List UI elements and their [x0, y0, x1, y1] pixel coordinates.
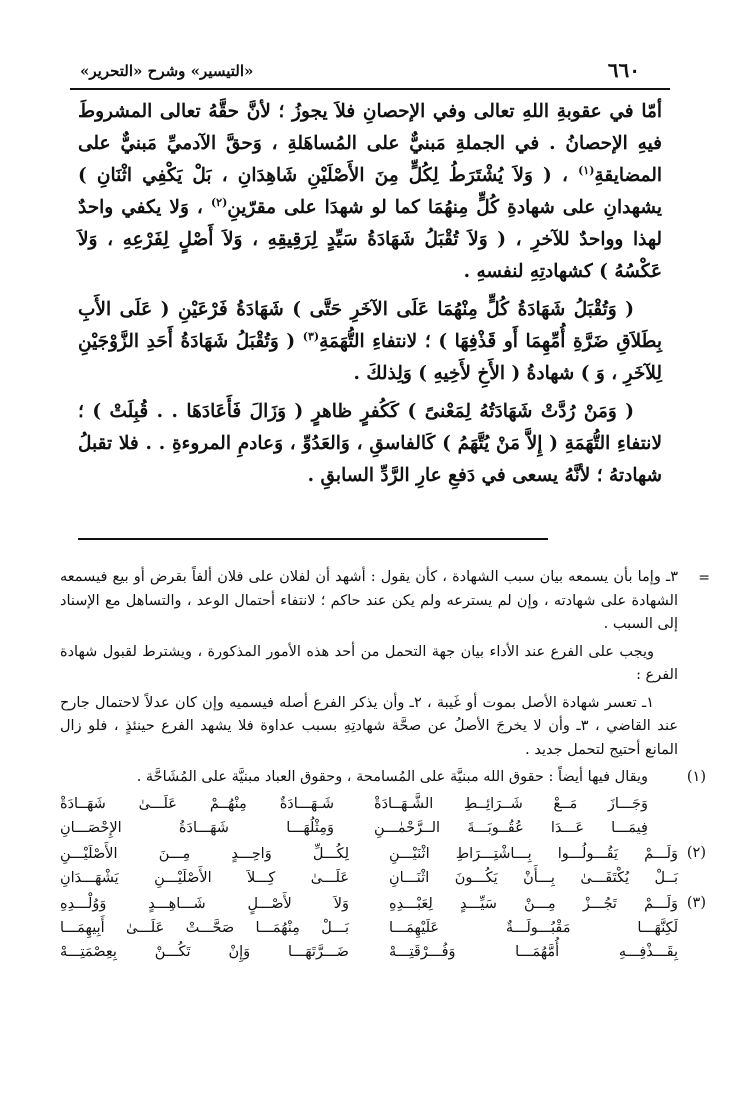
verse-hemistich: لِكُـــلِّ وَاحِـــدٍ مِـــنَ الأَصْلَيْـــنِ [60, 845, 349, 862]
verse-hemistich: لَكِنَّهَـــا مَقْبُـــولَـــةٌ عَلَيْهِمَـــا [389, 919, 678, 936]
text-run: ، ( وَلاَ يُشْتَرَطُ لِكُلٍّ مِنَ الأَصْلَيْنِ شَاهِدَانِ ، بَلْ يَكْفِي اثْنَانِ ) يشهدانِ على شهادةِ كُلٍّ مِنهُمَا كما لو شهدَا على مقرّينِ [78, 165, 662, 218]
main-paragraph-3: ( وَمَنْ رُدَّتْ شَهَادَتُهُ لِمَعْنىً ) كَكُفرٍ ظاهرٍ ( وَزَالَ فَأَعَادَهَا . . قُبِلَتْ ) ؛ لانتفاءِ التُّهَمَةِ ( إِلاَّ مَنْ يُتَّهَمُ ) كَالفاسقِ ، وَالعَدُوِّ ، وَعادمِ المروءةِ . . فلا تقبلُ شهادتهُ ؛ لأنَّهُ يسعى في دَفعِ عارِ الرَّدِّ السابقِ . [78, 401, 662, 486]
main-paragraph-1 [78, 96, 662, 288]
verse-hemistich: بَــلْ يُكْتَفَـــىٰ بِـــأَنْ يَكُـــونَ اثْنَـــانِ [389, 869, 678, 886]
footnote-1 [60, 766, 706, 840]
page-number: ٦٦٠ [607, 58, 640, 82]
verse-hemistich: وَلاَ لأَصْـــلٍ شَـــاهِـــدٍ وَوُلْـــدِهِ [60, 895, 349, 912]
footnote-3 [60, 892, 706, 964]
verse-hemistich: بِقَـــذْفِـــهِ أُمَّهُمَـــا وَفُـــرْقَتِـــهْ [389, 943, 678, 960]
footnote-ref-2[interactable]: (٢) [210, 195, 228, 209]
running-title: «التيسير» وشرح «التحرير» [80, 62, 254, 80]
poem-verses [60, 892, 678, 964]
page-header [70, 56, 670, 86]
verse-hemistich: عَلَـــىٰ كِـــلاَ الأَصْلَيْـــنِ يَشْهَـــدَانِ [60, 869, 349, 886]
verse-hemistich: شَـهَـــادَةٌ مِنْهُــمْ عَلَـــىٰ شَهَــادَةْ [60, 795, 334, 812]
verse-hemistich: وَجَـــازَ مَــعْ شَــرَائِــطِ الشَّـهَــادَةْ [374, 795, 648, 812]
main-paragraph-2 [78, 294, 662, 390]
poem-verses [60, 792, 648, 840]
footnote-divider [78, 538, 548, 540]
text-run: ( وَتُقْبَلُ شَهَادَةُ كُلٍّ مِنْهُمَا عَلَى الآخَرِ حَتَّى ) شَهَادَةُ فَرْعَيْنِ ( عَلَى الأَبِ بِطَلاَقِ ضَرَّةِ أُمِّهِمَا أَو قَذْفِهَا ) ؛ لانتفاءِ التُّهَمَةِ [78, 299, 662, 352]
note-paragraph-3: ١ـ تعسر شهادة الأصل بموت أو غَيبة ، ٢ـ وأن يذكر الفرع أصله فيسميه وإن كان عدلاً لاحتمال جارح عند القاضي ، ٣ـ وأن لا يخرجَ الأصلُ عن صحَّة شهادتِهِ بسبب عداوة فلا يشهد الفرع حينئذٍ ، فلو زال المانع أحتيج لتحمل جديد . [60, 694, 679, 758]
footnote-number: (٣) [686, 894, 706, 911]
verse-hemistich: وَلَـــمْ يَقُـــولُـــوا بِـــاشْتِـــرَاطِ اثْنَيْـــنِ [389, 845, 678, 862]
footnote-ref-3[interactable]: (٣) [302, 329, 320, 343]
note-paragraph-2: ويجب على الفرع عند الأداء بيان جهة التحمل من أحد هذه الأمور المذكورة ، ويشترط لقبول شهادة الفرع : [60, 643, 678, 683]
note-paragraph-1: ٣ـ وإما بأن يسمعه بيان سبب الشهادة ، كأن يقول : أشهد أن لفلان على فلان ألفاً بقرض أو بيع فيسمعه الشهادة على شهادته ، وإن لم يسترعه ولم يكن عند حاكم ؛ لانتفاء أحتمال الوعد ، والتساهل مع الإسناد إلى السبب . [60, 569, 678, 632]
footnotes-area [60, 566, 706, 964]
verse-hemistich: فِيمَـــا عَـــدَا عُقُــوبَـــةَ الــرَّحْمٰـــنِ [374, 819, 648, 836]
footnote-number: (١) [686, 769, 706, 785]
continuation-mark: = [698, 570, 710, 586]
verse-hemistich: وَمِثْلُهَـــا شَهَـــادَةُ الإِحْصَـــانِ [60, 819, 334, 836]
footnote-text: ويقال فيها أيضاً : حقوق الله مبنيَّة على المُسامحة ، وحقوق العباد مبنيَّة على المُشَاحَّة . [136, 769, 648, 785]
text-run: أمّا في عقوبةِ اللهِ تعالى وفي الإحصانِ فلاَ يجوزُ ؛ لأنَّ حقَّهُ تعالى المشروطَ فيهِ الإحصانُ . في الجملةِ مَبنيٌّ على المُساهَلةِ ، وَحقَّ الآدميِّ مَبنيٌّ على المضايقةِ [78, 101, 662, 186]
text-run: ، وَلا يكفي واحدٌ لهذا وواحدٌ للآخرِ ، ( وَلاَ تُقْبَلُ شَهَادَةُ سَيِّدٍ لِرَقِيقِهِ ، وَلاَ أَصْلٍ لِفَرْعِهِ ، وَلاَ عَكْسُهُ ) كشهادتِهِ لنفسهِ . [78, 197, 662, 282]
verse-hemistich: بَـــلْ مِنْهُمَـــا صَحَّـــتْ عَلَـــىٰ أَبِيهِمَـــا [60, 919, 349, 936]
footnote-2 [60, 842, 706, 890]
poem-verses [60, 842, 678, 890]
footnote-number: (٢) [686, 844, 706, 861]
verse-hemistich: ضَـــرَّتَهَـــا وَإِنْ تَكُـــنْ بِعِصْمَتِـــهْ [60, 943, 349, 960]
footnote-ref-1[interactable]: (١) [578, 163, 595, 177]
main-text [78, 96, 662, 498]
header-divider [70, 88, 670, 90]
verse-hemistich: وَلَـــمْ تَجُـــزْ مِـــنْ سَيِّـــدٍ لِعَبْـــدِهِ [389, 895, 678, 912]
text-run: ( وَتُقْبَلُ شَهَادَةُ أَحَدِ الزَّوْجَيْنِ لِلآخَرِ ، وَ ) شهادةُ ( الأَخِ لأَخِيهِ ) وَلِذلكَ . [78, 331, 662, 384]
